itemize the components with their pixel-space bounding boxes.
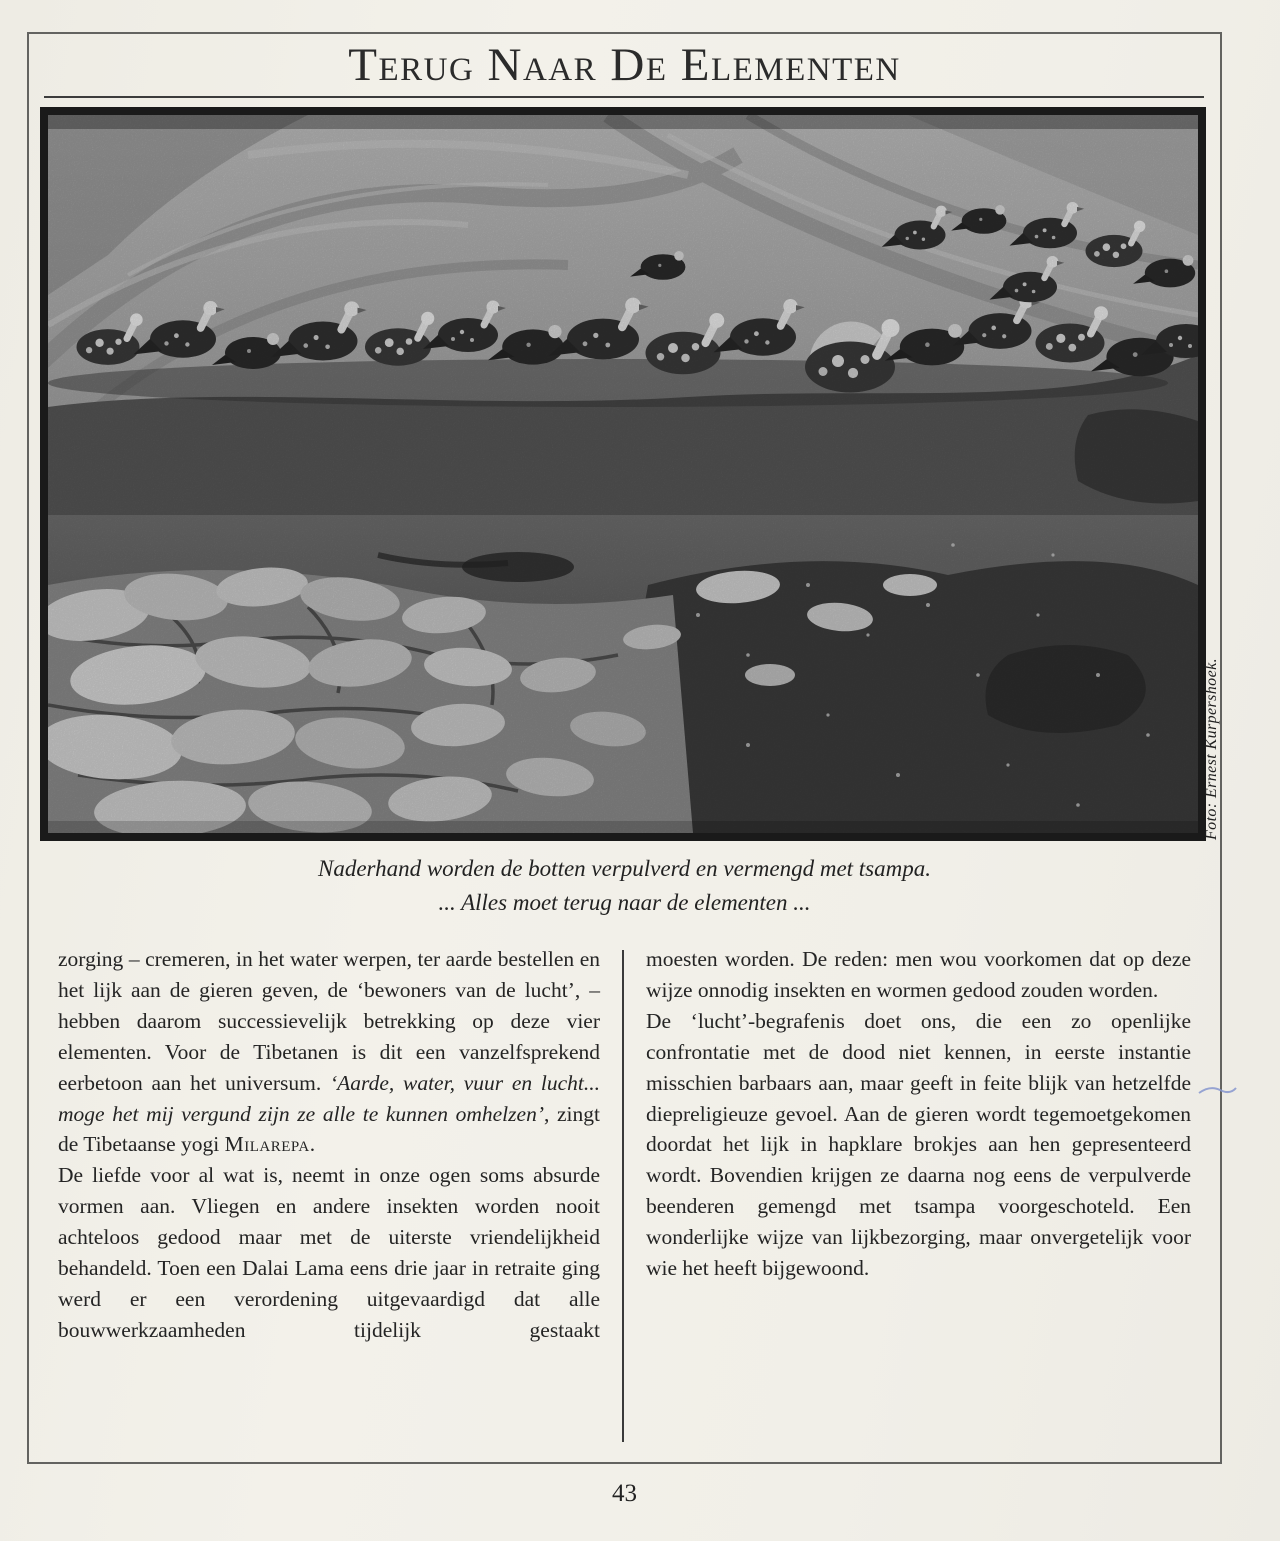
caption-line-1: Naderhand worden de botten verpulverd en vermengd met tsampa. bbox=[317, 856, 931, 881]
paragraph-left-1 bbox=[58, 944, 600, 1160]
caption-line-2: ... Alles moet terug naar de elementen ... bbox=[438, 890, 811, 915]
paragraph-left-2: De liefde voor al wat is, neemt in onze ogen soms absurde vormen aan. Vliegen en andere insekten worden nooit achteloos gedood maar met de uiterste vriendelijkheid behandeld. Toen een Dalai Lama eens drie jaar in retraite ging werd er een verordening uitgevaardigd dat alle bouwwerkzaamheden tijdelijk gestaakt bbox=[58, 1163, 600, 1342]
photo-caption bbox=[27, 852, 1222, 920]
paragraph-text: . bbox=[309, 1132, 316, 1157]
paragraph-text: , zingt de Tibetaanse yogi bbox=[58, 1101, 600, 1157]
page-number: 43 bbox=[612, 1480, 637, 1507]
sky-burial-photo bbox=[40, 107, 1206, 841]
text-column-left bbox=[58, 944, 600, 1346]
title-rule bbox=[44, 96, 1204, 98]
pen-mark bbox=[1196, 1082, 1240, 1098]
paragraph-right-2: De ‘lucht’-begrafenis doet ons, die een zo openlijke confrontatie met de dood niet kennen, in eerste instantie misschien barbaars aan, maar geeft in feite blijk van hetzelfde diepreligieuze gevoel. Aan de gieren wordt tegemoetgekomen doordat het lijk in hapklare brokjes aan hen gepresenteerd wordt. Bovendien krijgen ze daarna nog eens de verpulverde beenderen gemengd met tsampa voorgeschoteld. Een wonderlijke wijze van lijkbezorging, maar onvergetelijk voor wie het heeft bijgewoond. bbox=[646, 1008, 1191, 1281]
quote-milarepa: ‘Aarde, water, vuur en lucht... moge het mij vergund zijn ze alle te kunnen omhelzen’ bbox=[58, 1070, 600, 1126]
photo-image bbox=[48, 115, 1198, 833]
paragraph-right-1: moesten worden. De reden: men wou voorkomen dat op deze wijze onnodig insekten en wormen gedood zouden worden. bbox=[646, 947, 1191, 1002]
photo-credit: Foto: Ernest Kurpershoek. bbox=[1203, 658, 1220, 840]
text-column-right bbox=[646, 944, 1191, 1284]
column-divider-rule bbox=[622, 950, 624, 1442]
paragraph-text: zorging – cremeren, in het water werpen, ter aarde bestellen en het lijk aan de gieren geven, de ‘bewoners van de lucht’, – hebben daarom successievelijk betrekking op deze vier elementen. Voor de Tibetanen is dit een vanzelfsprekend eerbetoon aan het universum. bbox=[58, 947, 600, 1095]
name-milarepa: Milarepa bbox=[224, 1132, 310, 1157]
page-title: Terug Naar De Elementen bbox=[348, 39, 901, 91]
